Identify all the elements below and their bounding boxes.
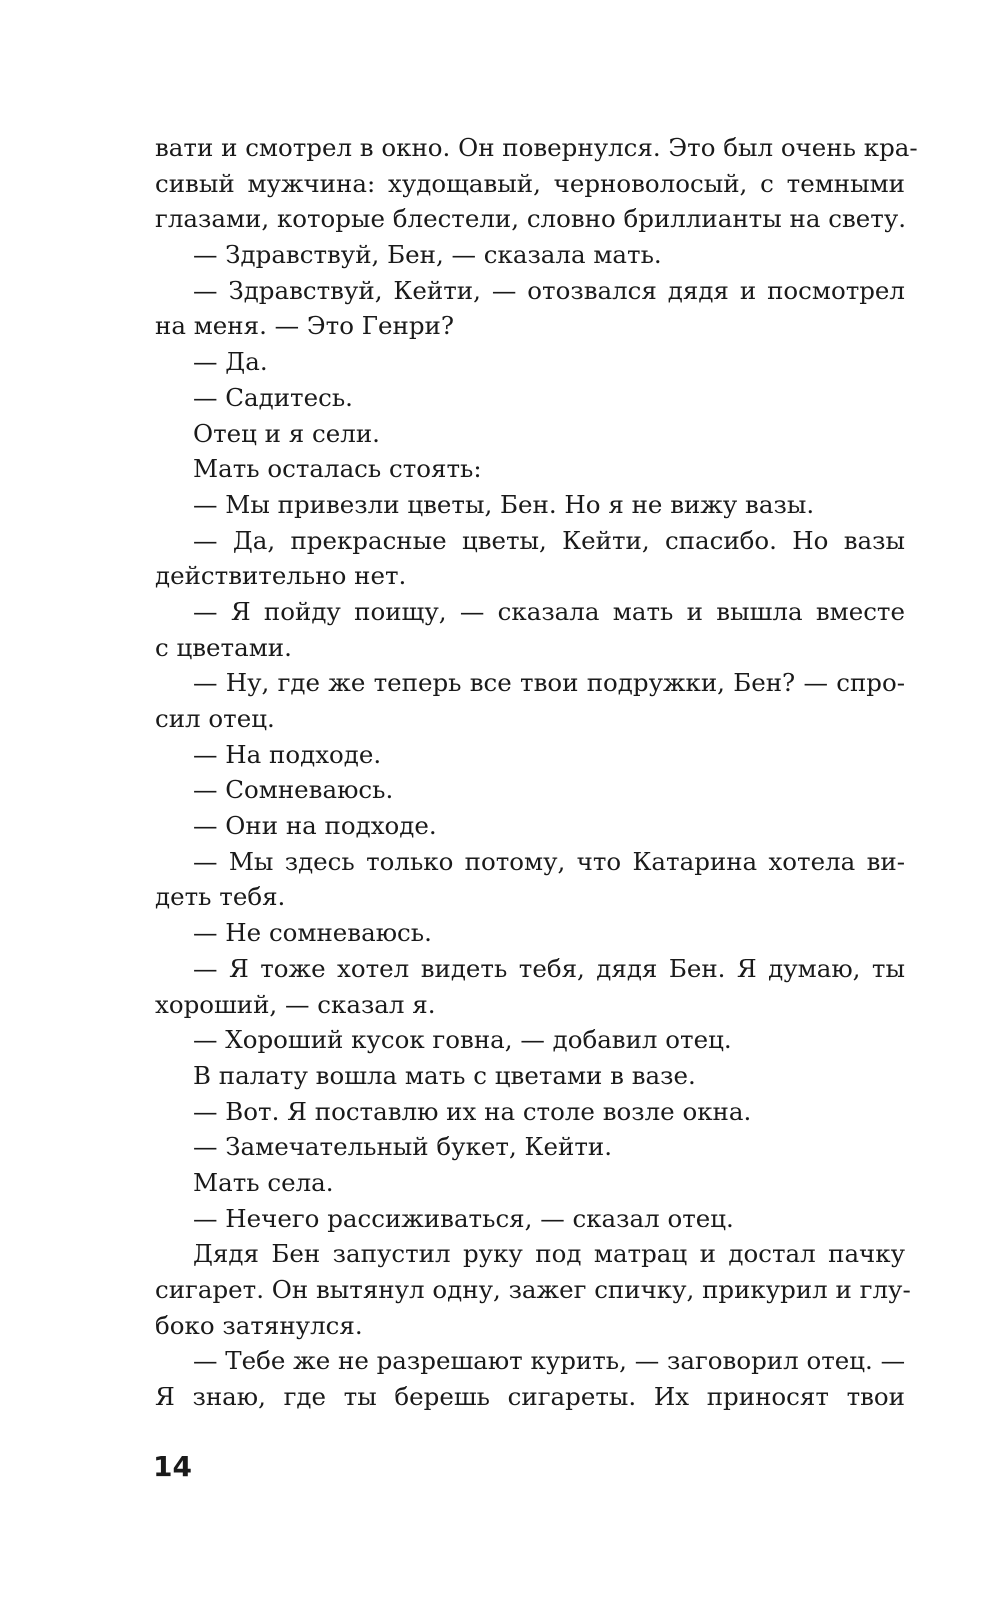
text-line: — Они на подходе. <box>193 811 437 841</box>
text-line: с цветами. <box>155 632 292 662</box>
text-line: деть тебя. <box>155 882 286 912</box>
text-line: сивый мужчина: худощавый, черноволосый, с темными <box>155 168 905 198</box>
text-line: В палату вошла мать с цветами в вазе. <box>193 1060 696 1090</box>
text-line: — Здравствуй, Бен, — сказала мать. <box>193 240 662 270</box>
text-line: — Мы здесь только потому, что Катарина хотела ви- <box>193 846 905 876</box>
text-line: сигарет. Он вытянул одну, зажег спичку, прикурил и глу- <box>155 1275 911 1304</box>
page-number: 14 <box>153 1450 192 1483</box>
text-line: сил отец. <box>155 704 275 733</box>
text-line: — Нечего рассиживаться, — сказал отец. <box>193 1203 734 1233</box>
text-line: — Сомневаюсь. <box>193 775 394 805</box>
text-line: боко затянулся. <box>155 1310 363 1340</box>
text-line: — Хороший кусок говна, — добавил отец. <box>193 1025 732 1055</box>
text-line: — Тебе же не разрешают курить, — заговорил отец. — <box>193 1346 906 1376</box>
text-line: на меня. — Это Генри? <box>155 311 454 341</box>
text-line: — Я тоже хотел видеть тебя, дядя Бен. Я думаю, ты <box>193 953 905 983</box>
text-line: действительно нет. <box>155 561 407 591</box>
text-line: — Я пойду поищу, — сказала мать и вышла вместе <box>193 596 905 626</box>
text-line: — Ну, где же теперь все твои подружки, Бен? — спро- <box>193 668 905 698</box>
text-line: — Замечательный букет, Кейти. <box>193 1132 612 1162</box>
text-line: Отец и я сели. <box>193 418 380 448</box>
text-line: — Да. <box>193 347 268 377</box>
text-line: — Мы привезли цветы, Бен. Но я не вижу вазы. <box>193 489 815 519</box>
text-line: — На подходе. <box>193 739 382 769</box>
text-line: глазами, которые блестели, словно бриллианты на свету. <box>155 204 907 234</box>
text-line: Дядя Бен запустил руку под матрац и достал пачку <box>193 1239 905 1269</box>
text-line: — Не сомневаюсь. <box>193 918 432 948</box>
text-line: Мать села. <box>193 1167 334 1197</box>
text-line: Мать осталась стоять: <box>193 454 482 484</box>
text-line: — Здравствуй, Кейти, — отозвался дядя и посмотрел <box>193 275 905 305</box>
page-body <box>155 130 918 1415</box>
text-line: — Садитесь. <box>193 382 353 412</box>
text-line: — Вот. Я поставлю их на столе возле окна. <box>193 1096 752 1126</box>
text-line: — Да, прекрасные цветы, Кейти, спасибо. Но вазы <box>193 525 905 555</box>
text-line: вати и смотрел в окно. Он повернулся. Это был очень кра- <box>155 133 918 162</box>
text-line: Я знаю, где ты берешь сигареты. Их приносят твои <box>155 1382 905 1412</box>
text-line: хороший, — сказал я. <box>155 989 436 1019</box>
